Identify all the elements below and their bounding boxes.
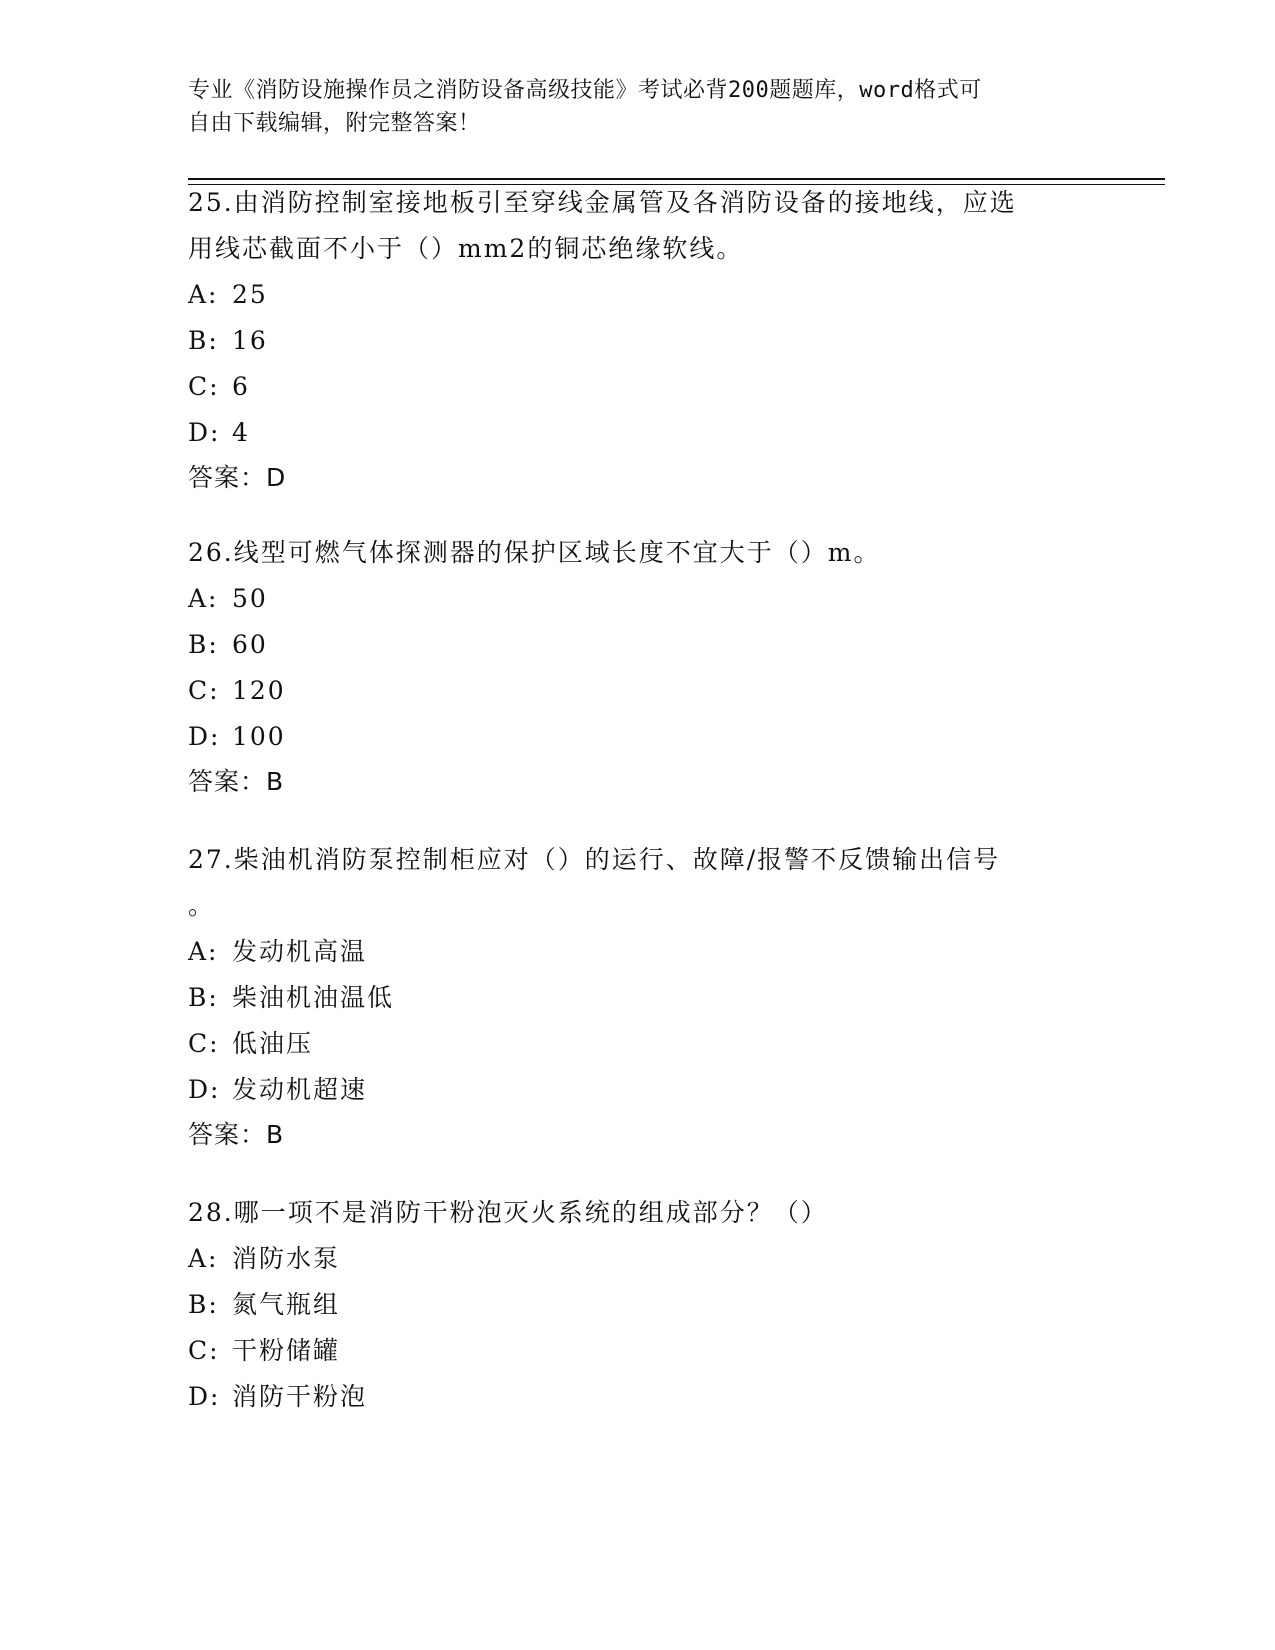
option-c [188,1328,1088,1374]
option-key: D: [188,722,221,751]
option-key: C: [188,1336,220,1365]
document-header [188,74,1068,140]
option-b [188,622,1088,668]
option-c [188,364,1088,410]
option-key: B: [188,630,219,659]
option-text: 消防干粉泡 [232,1382,368,1411]
question-text-line: 25.由消防控制室接地板引至穿线金属管及各消防设备的接地线，应选 [188,188,1017,217]
question-text-line: 。 [188,891,216,920]
option-text: 4 [232,418,250,447]
option-text: 25 [232,280,268,309]
option-key: C: [188,372,220,401]
option-key: A: [188,280,219,309]
option-key: A: [188,584,219,613]
option-text: 氮气瓶组 [232,1290,341,1319]
option-text: 发动机超速 [232,1075,368,1104]
option-b [188,318,1088,364]
option-a [188,929,1088,975]
option-d [188,1067,1088,1113]
option-key: A: [188,1244,219,1273]
question-text-line: 27.柴油机消防泵控制柜应对（）的运行、故障/报警不反馈输出信号 [188,845,1001,874]
option-text: 50 [232,584,268,613]
option-key: D: [188,1075,221,1104]
option-key: C: [188,1029,220,1058]
header-line-2: 自由下载编辑，附完整答案！ [188,111,481,136]
option-d [188,714,1088,760]
option-a [188,272,1088,318]
option-a [188,1236,1088,1282]
question-text-line: 26.线型可燃气体探测器的保护区域长度不宜大于（）m。 [188,538,881,567]
option-text: 6 [232,372,250,401]
option-key: B: [188,983,219,1012]
answer-line: 答案：D [188,463,287,492]
option-key: C: [188,676,220,705]
option-text: 120 [232,676,286,705]
option-key: D: [188,1382,221,1411]
option-text: 60 [232,630,268,659]
question-26 [188,530,1088,804]
option-key: A: [188,937,219,966]
question-28 [188,1190,1088,1420]
option-d [188,410,1088,456]
answer-line: 答案：B [188,767,285,796]
option-b [188,975,1088,1021]
option-c [188,1021,1088,1067]
option-c [188,668,1088,714]
question-27 [188,837,1088,1157]
option-b [188,1282,1088,1328]
question-text-line: 28.哪一项不是消防干粉泡灭火系统的组成部分？（） [188,1198,828,1227]
question-text-line: 用线芯截面不小于（）mm2的铜芯绝缘软线。 [188,234,744,263]
option-text: 消防水泵 [232,1244,341,1273]
option-a [188,576,1088,622]
option-text: 发动机高温 [232,937,368,966]
option-text: 16 [232,326,268,355]
option-d [188,1374,1088,1420]
answer-line: 答案：B [188,1120,285,1149]
header-line-1: 专业《消防设施操作员之消防设备高级技能》考试必背200题题库，word格式可 [188,78,982,103]
option-key: D: [188,418,221,447]
option-key: B: [188,326,219,355]
option-text: 干粉储罐 [232,1336,341,1365]
option-text: 低油压 [232,1029,314,1058]
option-text: 柴油机油温低 [232,983,395,1012]
option-key: B: [188,1290,219,1319]
option-text: 100 [232,722,286,751]
question-25 [188,180,1088,500]
